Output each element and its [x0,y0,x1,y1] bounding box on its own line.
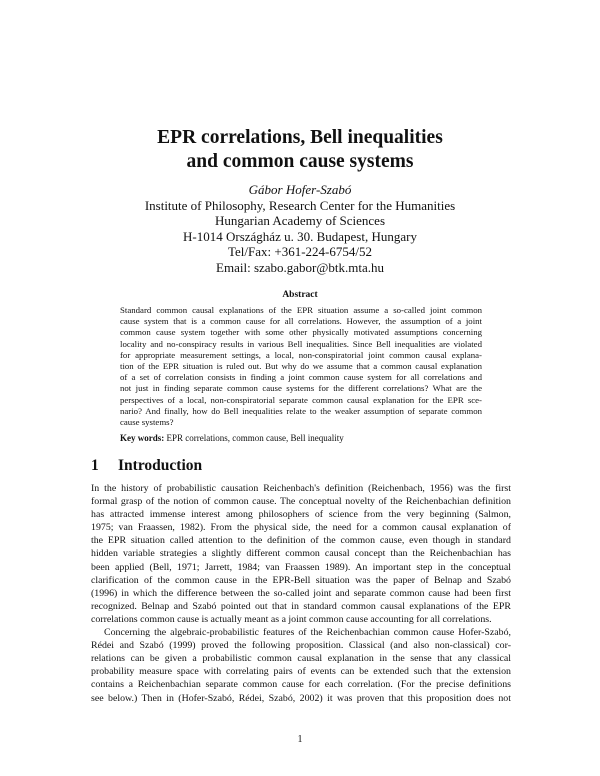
keywords-text: EPR correlations, common cause, Bell inequality [166,433,344,443]
body-line: recognized. Belnap and Szabó pointed out that in standard common causal explanations of the EPR [91,600,511,612]
body-line: Rédei and Szabó (1999) proved the following proposition. Classical (and also non-classical) cor- [91,640,511,652]
title-line-1: EPR correlations, Bell inequalities [157,127,443,148]
body-line: formal grasp of the notion of common cause. The conceptual novelty of the Reichenbachian definition [91,496,511,508]
body-line: has attracted immense interest among philosophers of science from the very beginning (Salmon, [91,509,511,521]
affiliation-line-1: Institute of Philosophy, Research Center for the Humanities [144,197,456,213]
body-line: 1975; van Fraassen, 1982). From the physical side, the need for a common causal explanation of [91,522,511,534]
abstract-text [120,305,482,428]
body-line: In the history of probabilistic causation Reichenbach's definition (Reichenbach, 1956) was the first [91,483,511,494]
section-number: 1 [91,457,99,474]
paper-title [0,126,600,174]
keywords-label: Key words: [120,433,165,443]
body-line: the EPR situation called attention to the definition of the common cause, even though in standard [91,535,511,547]
abstract-line: for appropriate measurement settings, a local, non-conspiratorial joint common causal explana- [120,349,482,360]
body-line: see below.) Then in (Hofer-Szabó, Rédei, Szabó, 2002) it was proven that this proposition does not [91,692,511,704]
affiliation-line-2: Hungarian Academy of Sciences [214,213,386,229]
body-line: probability measure space with correlating pairs of events can be extended such that the extension [91,666,511,678]
author-name: Gábor Hofer-Szabó [248,182,352,197]
keywords [120,432,344,444]
body-line: clarification of the common cause in the EPR-Bell situation was the paper of Belnap and Szabó [91,574,511,586]
body-text [91,482,511,705]
page-number: 1 [297,734,303,745]
abstract-line: locality and no-conspiracy results in various Bell inequalities. Since Bell inequalities are violated [120,338,482,349]
section-title: Introduction [118,457,203,474]
abstract-heading: Abstract [282,290,318,300]
section-heading [91,457,202,475]
body-line: contains a Reichenbachian separate common cause for each correlation. (For the precise definitions [91,679,511,691]
abstract-line: cause system that is a common cause for all correlations. However, the assumption of a joint [120,316,482,327]
abstract-line: of a set of correlation consists in finding a joint common cause system for all correlations and [120,372,482,383]
author-block [0,182,600,276]
body-line: hidden variable strategies a slightly different common causal concept than the Reichenbachian has [91,548,511,560]
author-address: H-1014 Országház u. 30. Budapest, Hungary [183,228,417,244]
abstract-line: cause systems? [120,417,174,428]
body-line: Concerning the algebraic-probabilistic features of the Reichenbachian common cause Hofer-Szabó, [104,627,511,639]
body-line: relations can be given a probabilistic common causal explanation in the sense that any classical [91,653,511,665]
body-line: correlations common cause is actually meant as a joint common cause accounting for all correlations. [91,613,492,625]
abstract-line: not just in finding separate common cause systems for the different correlations? What are the [120,383,482,394]
abstract-line: common cause system together with some other physically motivated assumptions concerning [120,327,482,338]
title-line-2: and common cause systems [186,151,414,172]
author-telfax: Tel/Fax: +361-224-6754/52 [228,244,372,260]
abstract-line: nario? And finally, how do Bell inequalities relate to the weaker assumption of separate common [120,405,482,416]
body-line: (1996) in which the difference between the so-called joint and separate common cause had been first [91,587,511,599]
abstract-line: perspectives of a local, non-conspiratorial separate common causal explanation for the EPR sce- [120,394,482,405]
abstract-line: Standard common causal explanations of the EPR situation assume a so-called joint common [120,305,482,315]
body-line: been applied (Bell, 1971; Jarrett, 1984; van Fraassen 1989). An important step in the conceptual [91,561,511,573]
abstract-line: tion of the EPR situation is ruled out. But why do we assume that a common causal explanation [120,361,482,372]
author-email: Email: szabo.gabor@btk.mta.hu [216,259,384,275]
